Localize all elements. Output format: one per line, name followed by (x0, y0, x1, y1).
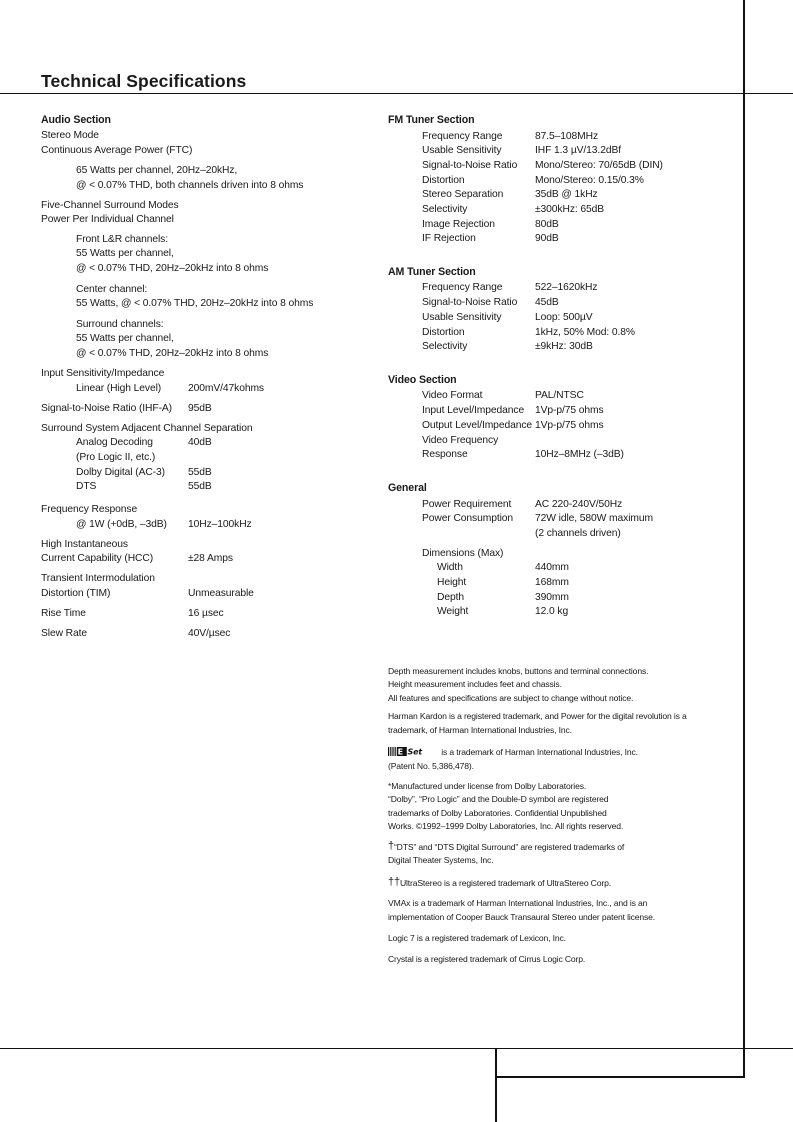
dolby-license-note: trademarks of Dolby Laboratories. Confidential Unpublished (388, 808, 607, 818)
linear-level-label: Linear (High Level) (76, 383, 162, 394)
video-row-label: Output Level/Impedance (422, 420, 532, 431)
change-note: All features and specifications are subject to change without notice. (388, 693, 634, 703)
dts-value: 55dB (188, 481, 212, 492)
front-channels-line: @ < 0.07% THD, 20Hz–20kHz into 8 ohms (76, 263, 269, 274)
dagger-mark: † (388, 840, 394, 852)
analog-decoding-label: Analog Decoding (76, 437, 153, 448)
video-row-label: Input Level/Impedance (422, 405, 525, 416)
tim-label: Transient Intermodulation (41, 573, 155, 584)
footer-bottom-rule (495, 1076, 745, 1078)
harman-trademark-note: Harman Kardon is a registered trademark, and Power for the digital revolution is a (388, 711, 687, 721)
depth-note: Depth measurement includes knobs, buttons and terminal connections. (388, 666, 649, 676)
ultrastereo-trademark-text: UltraStereo is a registered trademark of UltraStereo Corp. (399, 878, 611, 888)
dts-trademark-note: Digital Theater Systems, Inc. (388, 855, 494, 865)
rise-time-label: Rise Time (41, 608, 86, 619)
dts-trademark-note (388, 840, 624, 855)
am-row-label: Selectivity (422, 341, 468, 352)
svg-text:Set: Set (407, 747, 423, 757)
ezset-patent-note: (Patent No. 5,386,478). (388, 761, 474, 771)
am-section-heading: AM Tuner Section (388, 266, 476, 278)
stereo-power-line: @ < 0.07% THD, both channels driven into 8 ohms (76, 180, 304, 191)
slew-rate-value: 40V/µsec (188, 628, 231, 639)
crystal-trademark-note: Crystal is a registered trademark of Cirrus Logic Corp. (388, 954, 586, 964)
am-row-label: Frequency Range (422, 282, 503, 293)
footer-top-rule (0, 1048, 793, 1049)
vmax-trademark-note: VMAx is a trademark of Harman International Industries, Inc., and is an (388, 898, 648, 908)
video-row-label: Video Format (422, 390, 483, 401)
power-requirement-value: AC 220-240V/50Hz (535, 499, 623, 510)
dolby-license-note: *Manufactured under license from Dolby Laboratories. (388, 781, 587, 791)
hcc-label: Current Capability (HCC) (41, 553, 154, 564)
audio-section-heading: Audio Section (41, 114, 111, 126)
slew-rate-label: Slew Rate (41, 628, 88, 639)
fm-row-label: IF Rejection (422, 233, 476, 244)
stereo-power-line: 65 Watts per channel, 20Hz–20kHz, (76, 165, 238, 176)
power-requirement-label: Power Requirement (422, 499, 512, 510)
frequency-response-sub: @ 1W (+0dB, –3dB) (76, 519, 167, 530)
dimension-value: 168mm (535, 577, 569, 588)
fm-row-value: 35dB @ 1kHz (535, 189, 598, 200)
dimension-label: Width (437, 562, 463, 573)
am-row-label: Usable Sensitivity (422, 312, 502, 323)
power-per-channel-label: Power Per Individual Channel (41, 214, 174, 225)
harman-trademark-note: trademark, of Harman International Industries, Inc. (388, 725, 572, 735)
video-section-heading: Video Section (388, 374, 457, 386)
hcc-label: High Instantaneous (41, 539, 128, 550)
continuous-power-label: Continuous Average Power (FTC) (41, 145, 193, 156)
surround-channels-line: @ < 0.07% THD, 20Hz–20kHz into 8 ohms (76, 348, 269, 359)
rise-time-value: 16 µsec (188, 608, 224, 619)
power-consumption-value: 72W idle, 580W maximum (535, 513, 653, 524)
fm-row-label: Distortion (422, 175, 465, 186)
fm-row-value: Mono/Stereo: 70/65dB (DIN) (535, 160, 663, 171)
am-row-value: 522–1620kHz (535, 282, 598, 293)
dimension-label: Weight (437, 606, 469, 617)
dolby-digital-label: Dolby Digital (AC-3) (76, 467, 165, 478)
video-row-value: PAL/NTSC (535, 390, 584, 401)
fm-row-label: Usable Sensitivity (422, 145, 502, 156)
dimensions-label: Dimensions (Max) (422, 548, 504, 559)
height-note: Height measurement includes feet and chassis. (388, 679, 562, 689)
analog-decoding-value: 40dB (188, 437, 212, 448)
dimension-label: Depth (437, 592, 464, 603)
power-consumption-label: Power Consumption (422, 513, 514, 524)
ezset-trademark-note (388, 746, 638, 760)
five-channel-label: Five-Channel Surround Modes (41, 200, 179, 211)
dimension-value: 12.0 kg (535, 606, 569, 617)
dimension-label: Height (437, 577, 467, 588)
dolby-digital-value: 55dB (188, 467, 212, 478)
channel-separation-label: Surround System Adjacent Channel Separation (41, 423, 253, 434)
fm-row-value: 80dB (535, 219, 559, 230)
am-row-value: ±9kHz: 30dB (535, 341, 593, 352)
ezset-trademark-text: is a trademark of Harman International Industries, Inc. (439, 747, 638, 757)
tim-value: Unmeasurable (188, 588, 254, 599)
am-row-label: Distortion (422, 327, 465, 338)
fm-section-heading: FM Tuner Section (388, 114, 475, 126)
fm-row-value: 87.5–108MHz (535, 131, 599, 142)
stereo-mode-label: Stereo Mode (41, 130, 99, 141)
fm-row-label: Stereo Separation (422, 189, 504, 200)
video-row-value: 10Hz–8MHz (–3dB) (535, 449, 624, 460)
dimension-value: 440mm (535, 562, 569, 573)
svg-text:E: E (397, 747, 403, 757)
ultrastereo-trademark-note (388, 876, 611, 891)
dts-trademark-text: “DTS” and “DTS Digital Surround” are registered trademarks of (393, 842, 625, 852)
frequency-response-label: Frequency Response (41, 504, 138, 515)
dimension-value: 390mm (535, 592, 569, 603)
page-title: Technical Specifications (41, 71, 247, 91)
am-row-value: 1kHz, 50% Mod: 0.8% (535, 327, 635, 338)
am-row-value: Loop: 500µV (535, 312, 593, 323)
fm-row-label: Signal-to-Noise Ratio (422, 160, 518, 171)
dolby-license-note: “Dolby”, “Pro Logic” and the Double-D symbol are registered (388, 794, 609, 804)
power-consumption-value: (2 channels driven) (535, 528, 621, 539)
front-channels-label: Front L&R channels: (76, 234, 168, 245)
general-section-heading: General (388, 482, 427, 494)
vmax-trademark-note: implementation of Cooper Bauck Transaural Stereo under patent license. (388, 912, 656, 922)
hcc-value: ±28 Amps (188, 553, 233, 564)
fm-row-value: 90dB (535, 233, 559, 244)
snr-value: 95dB (188, 403, 212, 414)
fm-row-value: ±300kHz: 65dB (535, 204, 605, 215)
logic7-trademark-note: Logic 7 is a registered trademark of Lexicon, Inc. (388, 933, 566, 943)
center-channel-line: 55 Watts, @ < 0.07% THD, 20Hz–20kHz into 8 ohms (76, 298, 314, 309)
front-channels-line: 55 Watts per channel, (76, 248, 174, 259)
fm-row-value: IHF 1.3 µV/13.2dBf (535, 145, 621, 156)
tim-label: Distortion (TIM) (41, 588, 111, 599)
fm-row-label: Image Rejection (422, 219, 495, 230)
title-underline-rule (0, 93, 793, 94)
linear-level-value: 200mV/47kohms (188, 383, 264, 394)
double-dagger-mark: †† (388, 876, 400, 888)
am-row-value: 45dB (535, 297, 559, 308)
dolby-license-note: Works. ©1992–1999 Dolby Laboratories, Inc. All rights reserved. (388, 821, 624, 831)
frequency-response-value: 10Hz–100kHz (188, 519, 252, 530)
fm-row-value: Mono/Stereo: 0.15/0.3% (535, 175, 644, 186)
video-row-value: 1Vp-p/75 ohms (535, 405, 604, 416)
am-row-label: Signal-to-Noise Ratio (422, 297, 518, 308)
video-row-value: 1Vp-p/75 ohms (535, 420, 604, 431)
right-margin-rule (743, 0, 745, 1078)
surround-channels-line: 55 Watts per channel, (76, 333, 174, 344)
video-row-label: Response (422, 449, 468, 460)
dts-label: DTS (76, 481, 97, 492)
snr-label: Signal-to-Noise Ratio (IHF-A) (41, 403, 172, 414)
center-channel-label: Center channel: (76, 284, 148, 295)
fm-row-label: Selectivity (422, 204, 468, 215)
footer-vertical-rule (495, 1048, 497, 1122)
input-sensitivity-label: Input Sensitivity/Impedance (41, 368, 165, 379)
surround-channels-label: Surround channels: (76, 319, 164, 330)
video-row-label: Video Frequency (422, 435, 499, 446)
fm-row-label: Frequency Range (422, 131, 503, 142)
analog-decoding-sub: (Pro Logic II, etc.) (76, 452, 156, 463)
ezset-logo-icon (388, 746, 436, 757)
